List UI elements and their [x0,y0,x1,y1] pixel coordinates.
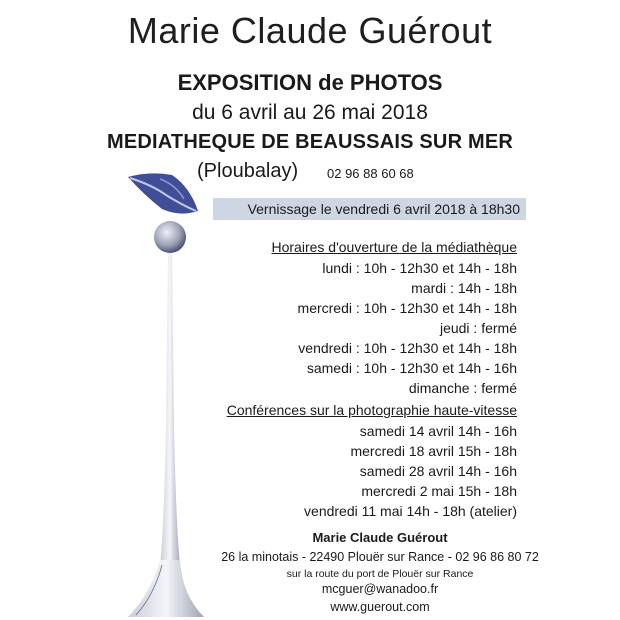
hours-line: vendredi : 10h - 12h30 et 14h - 18h [298,340,517,356]
footer-email[interactable]: mcguer@wanadoo.fr [321,582,439,596]
exhibition-dates: du 6 avril au 26 mai 2018 [192,101,428,124]
footer-address: 26 la minotais - 22490 Plouër sur Rance - 02 96 86 80 72 [221,550,539,564]
hours-heading: Horaires d'ouverture de la médiathèque [271,239,517,255]
conferences-heading: Conférences sur la photographie haute-vitesse [226,402,517,418]
hours-line: jeudi : fermé [439,320,517,336]
hours-line: dimanche : fermé [408,380,517,396]
footer-website[interactable]: www.guerout.com [330,600,430,614]
conference-line: vendredi 11 mai 14h - 18h (atelier) [304,503,517,519]
vernissage-text: Vernissage le vendredi 6 avril 2018 à 18h30 [247,201,520,217]
venue-place: (Ploubalay) [197,160,299,182]
conference-line: mercredi 18 avril 15h - 18h [350,443,517,459]
footer-name: Marie Claude Guérout [312,530,448,545]
exhibition-title: EXPOSITION de PHOTOS [177,70,443,95]
venue-name: MEDIATHEQUE DE BEAUSSAIS SUR MER [106,131,514,153]
hours-line: mercredi : 10h - 12h30 et 14h - 18h [297,300,517,316]
hours-line: lundi : 10h - 12h30 et 14h - 18h [322,260,517,276]
conference-line: samedi 14 avril 14h - 16h [359,423,517,439]
conference-line: mercredi 2 mai 15h - 18h [361,483,517,499]
footer-route: sur la route du port de Plouër sur Rance [286,568,474,580]
vernissage-banner [213,198,526,220]
hours-line: mardi : 14h - 18h [411,280,517,296]
hours-line: samedi : 10h - 12h30 et 14h - 16h [306,360,517,376]
artist-title: Marie Claude Guérout [127,10,493,51]
conference-line: samedi 28 avril 14h - 16h [359,463,517,479]
venue-phone: 02 96 88 60 68 [327,166,414,181]
